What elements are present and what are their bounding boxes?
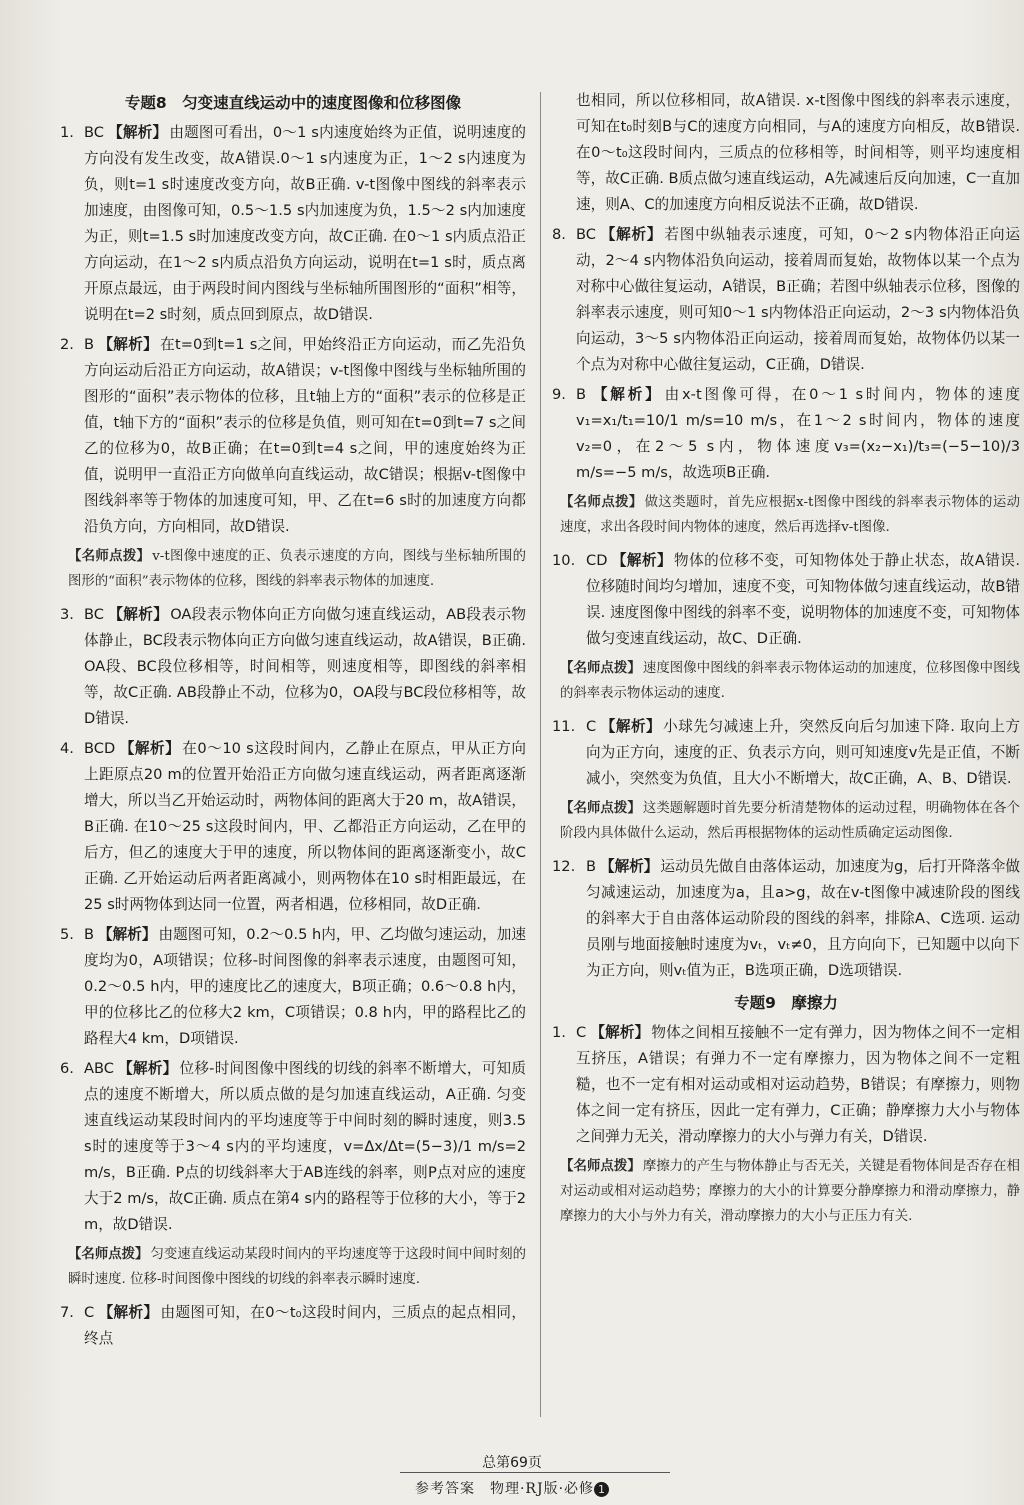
analysis-tag: 【解析】: [611, 552, 673, 569]
analysis-tag: 【解析】: [119, 740, 181, 757]
teacher-tip: [560, 1154, 1020, 1229]
analysis-tag: 【解析】: [98, 336, 159, 353]
teacher-tip: [68, 1242, 526, 1292]
section-title-8: 专题8 匀变速直线运动中的速度图像和位移图像: [124, 94, 462, 112]
question-number: 11.: [552, 718, 576, 735]
question-number: 12.: [552, 858, 576, 875]
answer-choice: C: [576, 1024, 587, 1041]
answer-choice: C: [84, 1304, 95, 1321]
teacher-tip: [560, 796, 1020, 846]
answer-choice: BCD: [84, 740, 116, 757]
answer-item: [60, 1056, 526, 1238]
answer-item: [60, 332, 526, 540]
teacher-tip: [560, 656, 1020, 706]
right-column: [552, 88, 1020, 1237]
right-items: [552, 222, 1020, 984]
analysis-text: 小球先匀减速上升，突然反向后匀加速下降. 取向上方向为正方向，速度的正、负表示方向，则可知速度v先是正值，不断减小，突然变为负值，且大小不断增大，故C正确，A、B、D错误.: [586, 718, 1020, 787]
answer-item: [60, 120, 526, 328]
answer-choice: B: [84, 336, 95, 353]
analysis-tag: 【解析】: [599, 226, 663, 243]
analysis-text: 物体之间相互接触不一定有弹力，因为物体之间不一定相互挤压，A错误；有弹力不一定有摩擦力，因为物体之间不一定粗糙，也不一定有相对运动或相对运动趋势，B错误；有摩擦力，则物体之间一定有挤压，因此一定有弹力，C正确；静摩擦力大小与物体之间弹力无关，滑动摩擦力的大小与弹力有关，D错误.: [576, 1024, 1020, 1145]
footer-info: [0, 1478, 1024, 1498]
left-items: [60, 120, 526, 1352]
analysis-text: 物体的位移不变，可知物体处于静止状态，故A错误. 位移随时间均匀增加，速度不变，可知物体做匀速直线运动，故B错误. 速度图像中图线的斜率不变，说明物体的加速度不变，可知物体做匀变速直线运动，故C、D正确.: [586, 552, 1020, 647]
teacher-tip: [68, 544, 526, 594]
analysis-text: 由题图可知，在0～t₀这段时间内，三质点的起点相同，终点: [84, 1304, 526, 1347]
tip-text: 摩擦力的产生与物体静止与否无关，关键是看物体间是否存在相对运动或相对运动趋势；摩擦力的大小的计算要分静摩擦力和滑动摩擦力，静摩擦力的大小与外力有关，滑动摩擦力的大小与正压力有关.: [560, 1159, 1021, 1224]
question-number: 2.: [60, 336, 74, 353]
analysis-text: OA段表示物体向正方向做匀速直线运动，AB段表示物体静止，BC段表示物体向正方向做匀速直线运动，故A错误，B正确. OA段、BC段位移相等，时间相等，则速度相等，即图线的斜率相等，故C正确. AB段静止不动，位移为0，OA段与BC段位移相等，故D错误.: [84, 606, 526, 727]
analysis-text: 在0～10 s这段时间内，乙静止在原点，甲从正方向上距原点20 m的位置开始沿正方向做匀速直线运动，两者距离逐渐增大，所以当乙开始运动时，两物体间的距离大于20 m，故A错误，B正确. 在10～25 s这段时间内，甲、乙都沿正方向运动，乙在甲的后方，但乙的速度大于甲的速度，所以物体间的距离逐渐变小，故C正确. 乙开始运动后两者距离减小，则两物体在10 s时相距最远，在25 s时两物体到达同一位置，两者相遇，位移相同，故D正确.: [84, 740, 526, 913]
left-column: [60, 88, 526, 1356]
question-number: 4.: [60, 740, 74, 757]
tip-text: 这类题解题时首先要分析清楚物体的运动过程，明确物体在各个阶段内具体做什么运动，然后再根据物体的运动性质确定运动图像.: [560, 801, 1021, 841]
tip-tag: 【名师点拨】: [68, 549, 151, 564]
analysis-text: 由题图可看出，0～1 s内速度始终为正值，说明速度的方向没有发生改变，故A错误.0～1 s内速度为正，1～2 s内速度为负，则t=1 s时速度改变方向，故B正确. v-t图像中图线的斜率表示加速度，由图像可知，0.5～1.5 s内加速度为负，1.5～2 s内加速度为正，则t=1.5 s时加速度改变方向，故C正确. 在0～1 s内质点沿正方向运动，在1～2 s内质点沿负方向运动，说明在t=1 s时，质点离开原点最远，由于两段时间内图线与坐标轴所围图形的“面积”相等，说明在t=2 s时刻，质点回到原点，故D错误.: [84, 124, 526, 323]
question-number: 1.: [60, 124, 74, 141]
answer-choice: B: [576, 386, 587, 403]
answer-choice: ABC: [84, 1060, 114, 1077]
answer-choice: B: [84, 926, 95, 943]
answer-item: [552, 714, 1020, 792]
analysis-text: 位移-时间图像中图线的切线的斜率不断增大，可知质点的速度不断增大，所以质点做的是匀加速直线运动，A正确. 匀变速直线运动某段时间内的平均速度等于中间时刻的瞬时速度，则3.5 s时的速度等于3～4 s内的平均速度，v=Δx/Δt=(5−3)/1 m/s=2 m/s，B正确. P点的切线斜率大于AB连线的斜率，则P点对应的速度大于2 m/s，故C正确. 质点在第4 s内的路程等于位移的大小，等于2 m，故D错误.: [84, 1060, 526, 1233]
tip-tag: 【名师点拨】: [560, 495, 643, 510]
answer-choice: CD: [586, 552, 608, 569]
analysis-tag: 【解析】: [98, 1304, 159, 1321]
answer-item: [60, 922, 526, 1052]
answer-choice: B: [586, 858, 597, 875]
book-info: 参考答案 物理·RJ版·必修: [414, 1481, 595, 1497]
analysis-tag: 【解析】: [600, 858, 659, 875]
analysis-tag: 【解析】: [107, 124, 168, 141]
answer-item: [552, 854, 1020, 984]
tip-tag: 【名师点拨】: [560, 801, 641, 816]
analysis-tag: 【解析】: [117, 1060, 178, 1077]
answer-item: [552, 548, 1020, 652]
answer-choice: BC: [576, 226, 596, 243]
analysis-tag: 【解析】: [600, 718, 662, 735]
analysis-tag: 【解析】: [107, 606, 169, 623]
question-number: 3.: [60, 606, 74, 623]
tip-text: v-t图像中速度的正、负表示速度的方向，图线与坐标轴所围的图形的“面积”表示物体的位移，图线的斜率表示物体的加速度.: [68, 549, 527, 589]
column-divider: [540, 92, 541, 1417]
answer-item: [60, 602, 526, 732]
answer-choice: C: [586, 718, 597, 735]
answer-item: [60, 736, 526, 918]
answer-choice: BC: [84, 606, 104, 623]
tip-text: 速度图像中图线的斜率表示物体运动的加速度，位移图像中图线的斜率表示物体运动的速度.: [560, 661, 1021, 701]
analysis-tag: 【解析】: [590, 1024, 650, 1041]
right-items-2: [552, 1020, 1020, 1229]
question-number: 5.: [60, 926, 74, 943]
tip-tag: 【名师点拨】: [560, 1159, 641, 1174]
question-number: 7.: [60, 1304, 74, 1321]
answer-item: [552, 222, 1020, 378]
tip-tag: 【名师点拨】: [68, 1247, 149, 1262]
tip-text: 匀变速直线运动某段时间内的平均速度等于这段时间中间时刻的瞬时速度. 位移-时间图像中图线的切线的斜率表示瞬时速度.: [68, 1247, 527, 1287]
analysis-text: 在t=0到t=1 s之间，甲始终沿正方向运动，而乙先沿负方向运动后沿正方向运动，故A错误；v-t图像中图线与坐标轴所围的图形的“面积”表示物体的位移，且t轴上方的“面积”表示的位移是正值，t轴下方的“面积”表示的位移是负值，则可知在t=0到t=7 s之间乙的位移为0，故B正确；在t=0到t=4 s之间，甲的速度始终为正值，说明甲一直沿正方向做单向直线运动，故C错误；根据v-t图像中图线斜率等于物体的加速度可知，甲、乙在t=6 s时的加速度方向都沿负方向，方向相同，故D错误.: [84, 336, 526, 535]
analysis-text: 运动员先做自由落体运动，加速度为g，后打开降落伞做匀减速运动，加速度为a，且a>g，故在v-t图像中减速阶段的图线的斜率大于自由落体运动阶段的图线的斜率，排除A、C选项. 运动员刚与地面接触时速度为vₜ，vₜ≠0，且方向向下，已知题中以向下为正方向，则vₜ值为正，B选项正确，D选项错误.: [586, 858, 1020, 979]
continued-answer-7: 也相同，所以位移相同，故A错误. x-t图像中图线的斜率表示速度，可知在t₀时刻B与C的速度方向相同，与A的速度方向相反，故B错误. 在0～t₀这段时间内，三质点的位移相等，时间相等，则平均速度相等，故C正确. B质点做匀速直线运动，A先减速后反向加速，C一直加速，则A、C的加速度方向相反说法不正确，故D错误.: [576, 92, 1020, 213]
question-number: 10.: [552, 552, 576, 569]
analysis-text: 由题图可知，0.2～0.5 h内，甲、乙均做匀速运动，加速度均为0，A项错误；位移-时间图像的斜率表示速度，由题图可知，0.2～0.5 h内，甲的速度比乙的速度大，B项正确；0.6～0.8 h内，甲的位移比乙的位移大2 km，C项错误；0.8 h内，甲的路程比乙的路程大4 km，D项错误.: [84, 926, 526, 1047]
analysis-text: 由x-t图像可得，在0～1 s时间内，物体的速度v₁=x₁/t₁=10/1 m/s=10 m/s，在1～2 s时间内，物体的速度v₂=0，在2～5 s内，物体速度v₃=(x₂−x₁)/t₃=(−5−10)/3 m/s=−5 m/s，故选项B正确.: [576, 386, 1020, 481]
analysis-tag: 【解析】: [590, 386, 663, 403]
answer-item: [552, 1020, 1020, 1150]
section-title-9: 专题9 摩擦力: [734, 994, 838, 1012]
question-number: 6.: [60, 1060, 74, 1077]
teacher-tip: [560, 490, 1020, 540]
answer-item: [552, 382, 1020, 486]
answer-choice: BC: [84, 124, 104, 141]
analysis-text: 若图中纵轴表示速度，可知，0～2 s内物体沿正向运动，2～4 s内物体沿负向运动，接着周而复始，故物体以某一个点为对称中心做往复运动，A错误，B正确；若图中纵轴表示位移，图像的斜率表示速度，则可知0～1 s内物体沿正向运动，2～3 s内物体沿负向运动，3～5 s内物体沿正向运动，接着周而复始，故物体仍以某一个点为对称中心做往复运动，C正确，D错误.: [576, 226, 1020, 373]
page-number: 总第69页: [482, 1455, 542, 1471]
question-number: 8.: [552, 226, 566, 243]
answer-item: [60, 1300, 526, 1352]
tip-text: 做这类题时，首先应根据x-t图像中图线的斜率表示物体的运动速度，求出各段时间内物体的速度，然后再选择v-t图像.: [560, 495, 1020, 535]
question-number: 1.: [552, 1024, 566, 1041]
analysis-tag: 【解析】: [98, 926, 157, 943]
question-number: 9.: [552, 386, 566, 403]
footer-rule: [400, 1472, 670, 1473]
volume-badge: 1: [594, 1482, 609, 1497]
tip-tag: 【名师点拨】: [560, 661, 641, 676]
